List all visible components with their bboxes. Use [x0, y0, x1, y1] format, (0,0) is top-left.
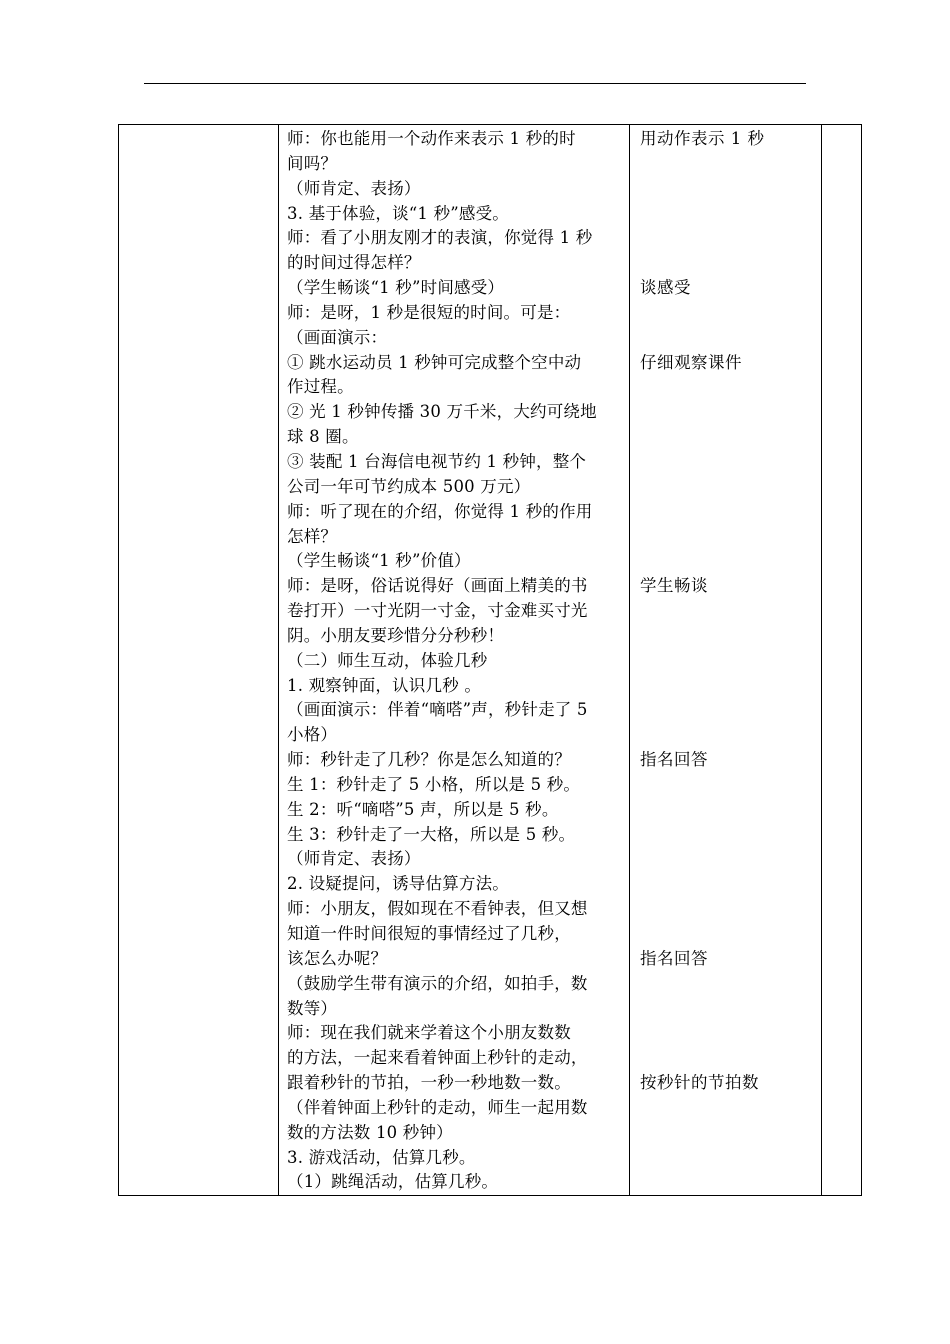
section-column: [119, 125, 279, 1195]
teacher-line: 师：你也能用一个动作来表示 1 秒的时: [287, 129, 576, 148]
teacher-line: 师：是呀，俗话说得好（画面上精美的书: [287, 576, 588, 596]
teacher-line: 间吗？: [287, 153, 338, 173]
teacher-line: （学生畅谈“1 秒”时间感受）: [287, 278, 505, 298]
teacher-line: 阴。小朋友要珍惜分分秒秒！: [287, 625, 505, 645]
student-note: 指名回答: [640, 949, 708, 969]
teacher-line: 小格）: [287, 725, 338, 745]
teacher-line: 3. 基于体验，谈“1 秒”感受。: [287, 203, 510, 223]
teacher-line: （伴着钟面上秒针的走动，师生一起用数: [287, 1097, 588, 1117]
teacher-line: ① 跳水运动员 1 秒钟可完成整个空中动: [287, 352, 582, 372]
teacher-line: 知道一件时间很短的事情经过了几秒，: [287, 924, 571, 943]
remarks-column: [822, 125, 861, 1195]
teacher-line: 生 3：秒针走了一大格，所以是 5 秒。: [287, 824, 576, 844]
lesson-table: [118, 124, 862, 1196]
teacher-line: 跟着秒针的节拍，一秒一秒地数一数。: [287, 1073, 571, 1093]
student-note: 用动作表示 1 秒: [640, 129, 765, 148]
teacher-line: 数的方法数 10 秒钟）: [287, 1122, 453, 1142]
teacher-line: ② 光 1 秒钟传播 30 万千米，大约可绕地: [287, 402, 597, 422]
teacher-line: （1）跳绳活动，估算几秒。: [287, 1172, 499, 1192]
teacher-line: 生 1：秒针走了 5 小格，所以是 5 秒。: [287, 774, 581, 794]
teacher-line: （画面演示：伴着“嘀嗒”声，秒针走了 5: [287, 700, 588, 720]
teacher-activity-column: [279, 125, 630, 1195]
teacher-line: （二）师生互动，体验几秒: [287, 650, 488, 670]
teacher-line: 球 8 圈。: [287, 427, 359, 447]
teacher-line: 师：听了现在的介绍，你觉得 1 秒的作用: [287, 501, 593, 521]
teacher-line: （学生畅谈“1 秒”价值）: [287, 551, 471, 571]
teacher-line: 生 2：听“嘀嗒”5 声，所以是 5 秒。: [287, 799, 559, 819]
teacher-line: 的时间过得怎样？: [287, 253, 421, 273]
teacher-activity-text: [287, 127, 623, 1195]
teacher-line: 公司一年可节约成本 500 万元）: [287, 476, 531, 496]
teacher-line: 3. 游戏活动，估算几秒。: [287, 1147, 476, 1167]
teacher-line: ③ 装配 1 台海信电视节约 1 秒钟，整个: [287, 451, 587, 471]
student-note: 谈感受: [640, 278, 691, 298]
teacher-line: 卷打开）一寸光阴一寸金，寸金难买寸光: [287, 601, 588, 621]
teacher-line: 师：秒针走了几秒？你是怎么知道的？: [287, 750, 571, 770]
teacher-line: 数等）: [287, 998, 338, 1018]
teacher-line: 怎样？: [287, 526, 338, 546]
teacher-line: 师：看了小朋友刚才的表演，你觉得 1 秒: [287, 228, 593, 248]
teacher-line: 师：小朋友，假如现在不看钟表，但又想: [287, 899, 588, 919]
student-note: 按秒针的节拍数: [640, 1073, 759, 1093]
teacher-line: 作过程。: [287, 377, 354, 397]
teacher-line: 该怎么办呢？: [287, 948, 388, 968]
teacher-line: （画面演示：: [287, 327, 388, 347]
teacher-line: （师肯定、表扬）: [287, 178, 421, 198]
teacher-line: 的方法，一起来看着钟面上秒针的走动，: [287, 1048, 588, 1068]
header-rule: [144, 83, 806, 84]
teacher-line: （鼓励学生带有演示的介绍，如拍手，数: [287, 973, 588, 993]
student-activity-column: [630, 125, 822, 1195]
student-note: 学生畅谈: [640, 576, 708, 596]
teacher-line: （师肯定、表扬）: [287, 849, 421, 869]
student-note: 仔细观察课件: [640, 352, 742, 372]
teacher-line: 2. 设疑提问，诱导估算方法。: [287, 874, 509, 894]
teacher-line: 师：是呀，1 秒是很短的时间。可是：: [287, 302, 571, 322]
teacher-line: 师：现在我们就来学着这个小朋友数数: [287, 1023, 571, 1043]
teacher-line: 1. 观察钟面，认识几秒 。: [287, 675, 482, 695]
student-note: 指名回答: [640, 750, 708, 770]
